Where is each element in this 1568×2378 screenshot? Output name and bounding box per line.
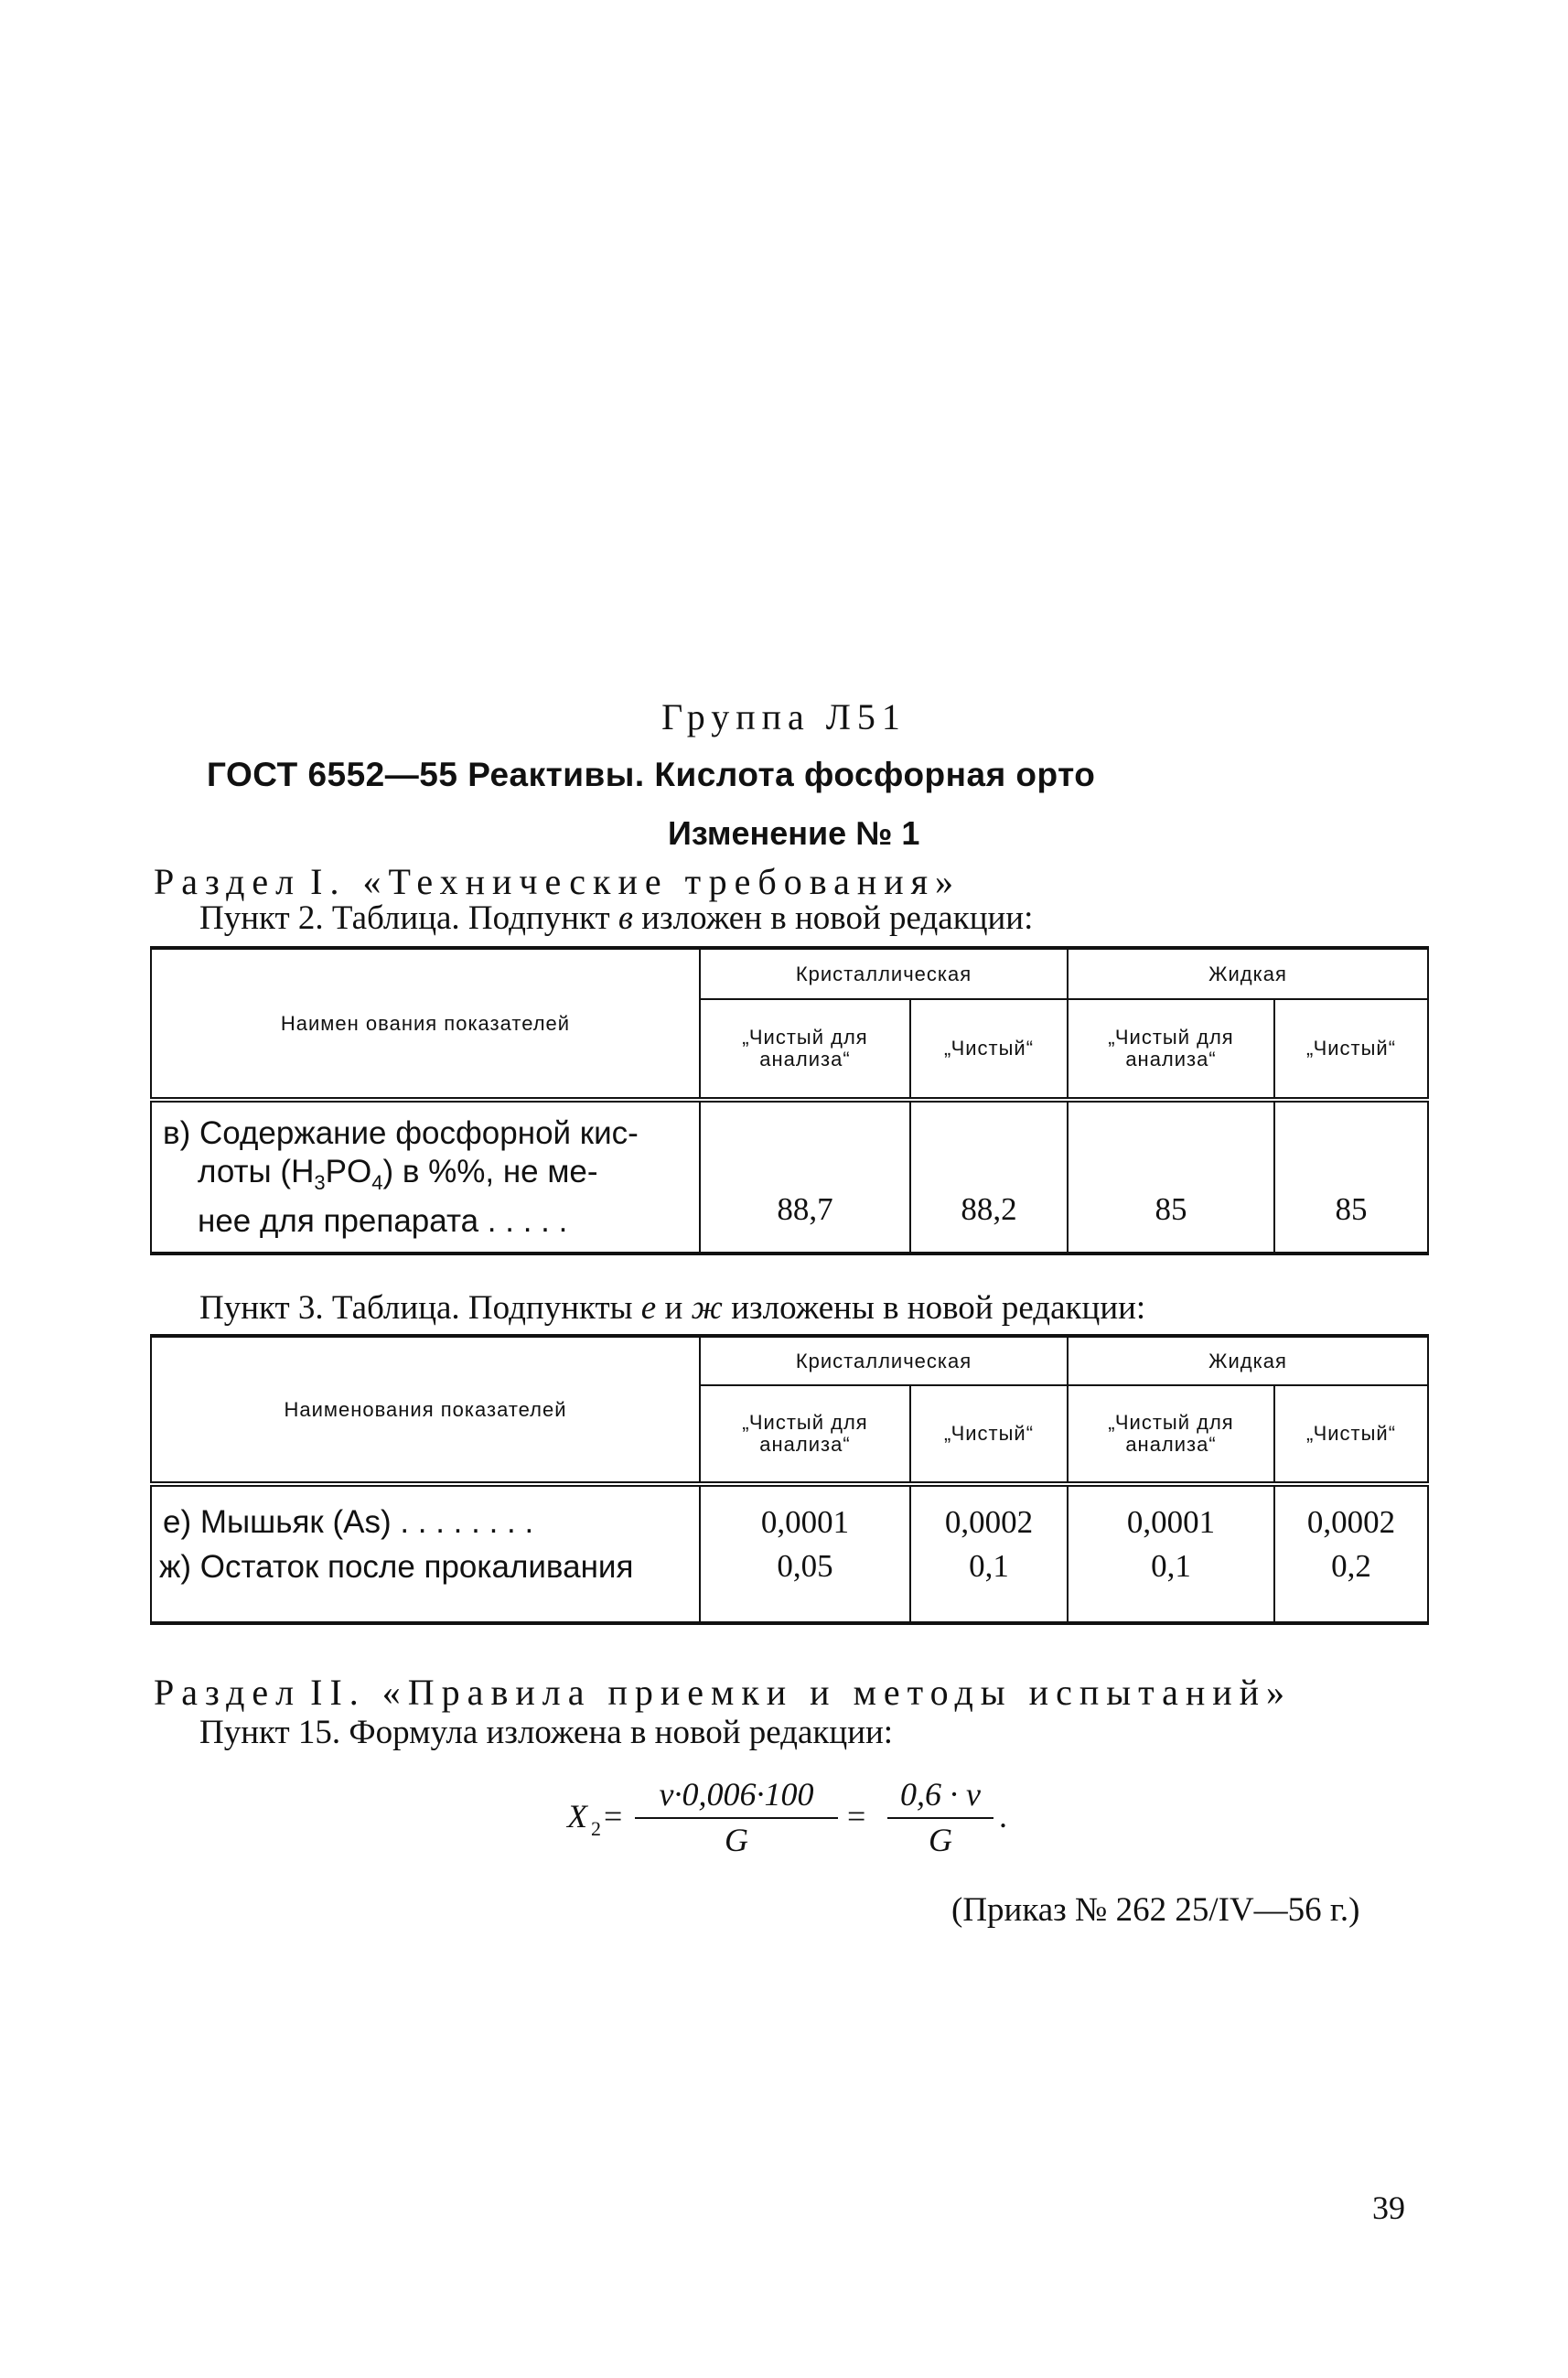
table-clause-2	[150, 946, 1429, 1255]
clause-3-and: и	[664, 1289, 683, 1327]
column-group-crystal: Кристаллическая	[700, 1336, 1068, 1385]
clause-3-letter-zh: ж	[691, 1289, 723, 1327]
section-1-title: I. «Технические требования»	[310, 861, 961, 902]
section-label: Раздел	[154, 861, 302, 902]
value-cell: 0,0002	[1274, 1484, 1428, 1548]
gost-title: ГОСТ 6552—55 Реактивы. Кислота фосфорная орто	[207, 756, 1096, 793]
value-cell: 85	[1068, 1100, 1274, 1254]
formula-numerator: 0,6 · v	[900, 1776, 981, 1813]
section-label: Раздел	[154, 1672, 302, 1713]
formula-equals: =	[604, 1798, 623, 1835]
value-cell: 88,7	[700, 1100, 910, 1254]
clause-3-letter-e: е	[640, 1289, 657, 1327]
clause-15-text: Пункт 15. Формула изложена в новой редакции:	[199, 1714, 894, 1751]
row-label-line	[163, 1153, 699, 1202]
row-label: ж) Остаток после прокаливания	[151, 1548, 700, 1623]
clause-3-suffix: изложены в новой редакции:	[731, 1289, 1146, 1327]
value-cell: 88,2	[910, 1100, 1068, 1254]
column-header-pure-analysis: „Чистый для анализа“	[1068, 999, 1274, 1100]
formula-numerator: v·0,006·100	[659, 1776, 814, 1813]
column-header-names: Наименования показателей	[151, 1336, 700, 1484]
section-2-title: II. «Правила приемки и методы испытаний»	[310, 1672, 1293, 1713]
value-cell: 0,0001	[1068, 1484, 1274, 1548]
clause-3-prefix: Пункт 3. Таблица. Подпункты	[199, 1289, 633, 1327]
formula-part: лоты (H	[198, 1153, 315, 1189]
subscript: 4	[371, 1170, 383, 1194]
value-cell: 0,0001	[700, 1484, 910, 1548]
column-header-pure: „Чистый“	[910, 999, 1068, 1100]
row-label-line: в) Содержание фосфорной кис-	[163, 1114, 639, 1151]
formula-denominator: G	[725, 1822, 748, 1858]
value-cell: 85	[1274, 1100, 1428, 1254]
formula-part: PO	[325, 1153, 372, 1189]
column-group-crystal: Кристаллическая	[700, 948, 1068, 999]
value-cell: 0,1	[910, 1548, 1068, 1623]
column-header-pure: „Чистый“	[1274, 999, 1428, 1100]
column-header-pure: „Чистый“	[1274, 1385, 1428, 1484]
group-code: Группа Л51	[661, 696, 907, 737]
value-cell: 0,2	[1274, 1548, 1428, 1623]
column-header-pure-analysis: „Чистый для анализа“	[700, 999, 910, 1100]
column-header-pure: „Чистый“	[910, 1385, 1068, 1484]
page-number: 39	[1372, 2190, 1405, 2226]
row-label	[151, 1100, 700, 1254]
row-label: е) Мышьяк (As) . . . . . . . .	[151, 1484, 700, 1548]
formula	[567, 1776, 1043, 1863]
value-cell: 0,05	[700, 1548, 910, 1623]
column-group-liquid: Жидкая	[1068, 1336, 1428, 1385]
section-2-heading	[154, 1671, 1292, 1714]
clause-3-text	[199, 1288, 1145, 1328]
value-cell: 0,1	[1068, 1548, 1274, 1623]
clause-2-letter: в	[618, 899, 633, 937]
column-group-liquid: Жидкая	[1068, 948, 1428, 999]
column-header-pure-analysis: „Чистый для анализа“	[1068, 1385, 1274, 1484]
formula-denominator: G	[929, 1822, 952, 1858]
order-reference: (Приказ № 262 25/IV—56 г.)	[951, 1891, 1360, 1929]
formula-part: ) в %%, не ме-	[382, 1153, 598, 1189]
fraction-bar	[887, 1817, 993, 1819]
clause-2-suffix: изложен в новой редакции:	[641, 899, 1034, 937]
clause-2-prefix: Пункт 2. Таблица. Подпункт	[199, 899, 610, 937]
section-1-heading	[154, 860, 961, 903]
column-header-pure-analysis: „Чистый для анализа“	[700, 1385, 910, 1484]
table-row	[151, 1548, 1428, 1623]
row-label-line: нее для препарата . . . . .	[198, 1202, 568, 1239]
formula-equals: =	[847, 1798, 866, 1835]
change-title: Изменение № 1	[668, 814, 920, 852]
table-clause-3	[150, 1334, 1429, 1625]
formula-period: .	[999, 1798, 1007, 1835]
formula-lhs: X	[567, 1798, 587, 1835]
formula-lhs-subscript: 2	[591, 1817, 601, 1840]
value-cell: 0,0002	[910, 1484, 1068, 1548]
subscript: 3	[314, 1170, 326, 1194]
table-row	[151, 1100, 1428, 1254]
table-row	[151, 1484, 1428, 1548]
clause-2-text	[199, 898, 1033, 938]
fraction-bar	[635, 1817, 838, 1819]
column-header-names: Наимен ования показателей	[151, 948, 700, 1100]
